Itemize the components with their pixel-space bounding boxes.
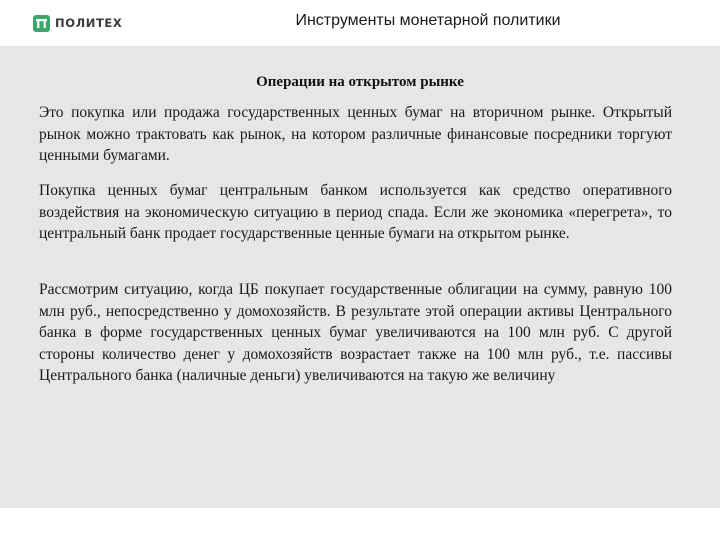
header	[0, 0, 720, 46]
politech-logo-icon	[33, 15, 50, 32]
logo-text: ПОЛИТЕХ	[55, 16, 123, 30]
content-panel	[0, 46, 720, 508]
logo	[33, 13, 122, 33]
paragraph-usage: Покупка ценных бумаг центральным банком используется как средство оперативного воздействия на экономическую ситуацию в период спада. Если же экономика «перегрета», то центральный банк продает государственные ценные бумаги на открытом рынке.	[39, 182, 672, 242]
page-title: Инструменты монетарной политики	[295, 12, 561, 29]
section-title: Операции на открытом рынке	[256, 74, 464, 90]
paragraph-example: Рассмотрим ситуацию, когда ЦБ покупает государственные облигации на сумму, равную 100 млн руб., непосредственно у домохозяйств. В результате этой операции активы Центрального банка в форме государственных ценных бумаг увеличиваются на 100 млн руб. С другой стороны количество денег у домохозяйств возрастает также на 100 млн руб., т.е. пассивы Центрального банка (наличные деньги) увеличиваются на такую же величину	[39, 281, 672, 384]
paragraph-definition: Это покупка или продажа государственных ценных бумаг на вторичном рынке. Открытый рынок можно трактовать как рынок, на котором различные финансовые посредники торгуют ценными бумагами.	[39, 104, 672, 164]
